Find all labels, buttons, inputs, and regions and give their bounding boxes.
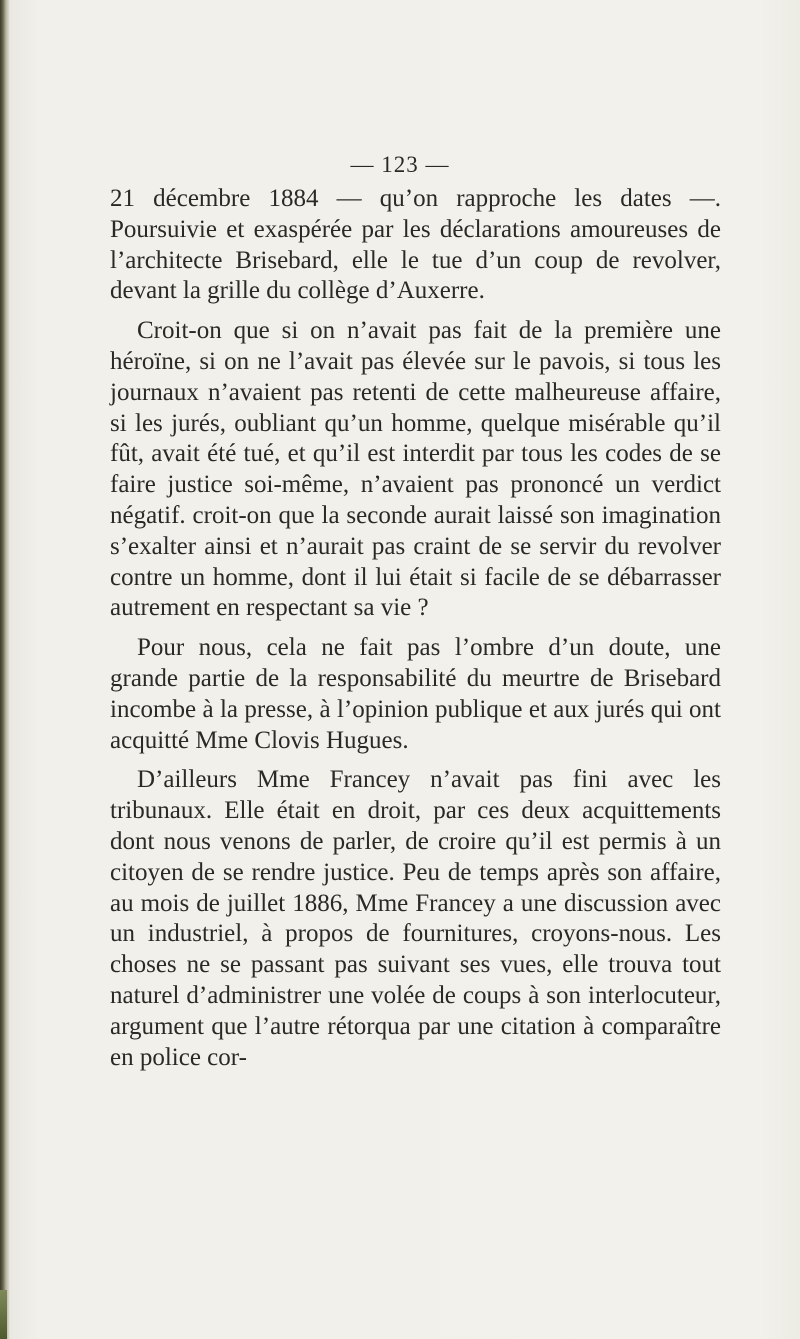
body-text: [110, 184, 721, 1073]
paragraph-3: Pour nous, cela ne fait pas l’ombre d’un doute, une grande partie de la responsabilité du meurtre de Brisebard incombe à la presse, à l’opinion publique et aux jurés qui ont acquitté Mme Clovis Hugues.: [110, 634, 721, 754]
paragraph-4: D’ailleurs Mme Francey n’avait pas fini avec les tribunaux. Elle était en droit, par ces deux acquittements dont nous venons de parler, de croire qu’il est permis à un citoyen de se rendre justice. Peu de temps après son affaire, au mois de juillet 1886, Mme Francey a une discussion avec un industriel, à propos de fournitures, croyons-nous. Les choses ne se passant pas suivant ses vues, elle trouva tout naturel d’administrer une volée de coups à son interlocuteur, argument que l’autre rétorqua par une citation à comparaître en police cor-: [110, 766, 721, 1071]
binding-strip: [0, 1290, 7, 1339]
paragraph-2: Croit-on que si on n’avait pas fait de la première une héroïne, si on ne l’avait pas élevée sur le pavois, si tous les journaux n’avaient pas retenti de cette malheureuse affaire, si les jurés, oubliant qu’un homme, quelque misérable qu’il fût, avait été tué, et qu’il est interdit par tous les codes de se faire justice soi-même, n’avaient pas prononcé un verdict négatif. croit-on que la seconde aurait laissé son imagination s’exalter ainsi et n’aurait pas craint de se servir du revolver contre un homme, dont il lui était si facile de se débarrasser autrement en respectant sa vie ?: [110, 317, 721, 622]
page-number: — 123 —: [350, 152, 450, 177]
paragraph-1: 21 décembre 1884 — qu’on rapproche les dates —. Poursuivie et exaspérée par les déclarations amoureuses de l’architecte Brisebard, elle le tue d’un coup de revolver, devant la grille du collège d’Auxerre.: [110, 185, 721, 305]
binding-edge: [0, 0, 10, 1339]
